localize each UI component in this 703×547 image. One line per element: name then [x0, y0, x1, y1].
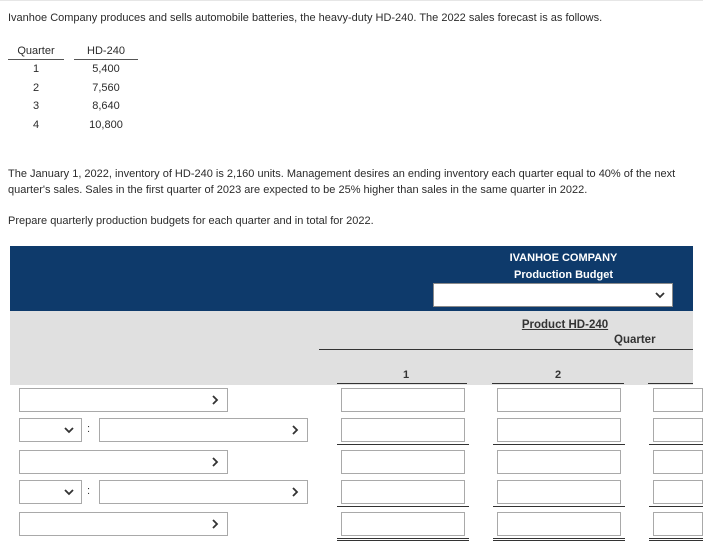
column-2-underline [492, 383, 624, 384]
row-2-operator-select[interactable] [19, 418, 82, 442]
row-5-q2-input[interactable] [497, 512, 621, 536]
column-header-band [10, 311, 693, 385]
subtotal-rule [493, 506, 625, 507]
chevron-down-icon [63, 424, 75, 436]
row-5-label-select[interactable] [19, 512, 228, 536]
subtotal-rule [649, 506, 703, 507]
budget-title: Production Budget [514, 269, 613, 281]
column-header-2: 2 [555, 369, 562, 381]
chevron-down-icon [654, 289, 666, 301]
colon-separator: : [87, 485, 91, 497]
company-name: IVANHOE COMPANY [509, 252, 618, 264]
row-4-q1-input[interactable] [341, 480, 465, 504]
row-3-q2-input[interactable] [497, 450, 621, 474]
table-row: 4 10,800 [32, 118, 123, 131]
subtotal-rule [649, 444, 703, 445]
table-row: 2 7,560 [32, 81, 120, 94]
total-double-rule [649, 538, 703, 541]
chevron-down-icon [209, 518, 221, 530]
subtotal-rule [337, 506, 469, 507]
row-3-q1-input[interactable] [341, 450, 465, 474]
row-4-label-select[interactable] [99, 480, 308, 504]
budget-header [10, 246, 693, 311]
period-select[interactable] [433, 283, 673, 307]
colon-separator: : [87, 423, 91, 435]
row-2-q3-input[interactable] [653, 418, 703, 442]
row-2-label-select[interactable] [99, 418, 308, 442]
header-hd240: HD-240 [74, 42, 138, 60]
row-4-operator-select[interactable] [19, 480, 82, 504]
row-2-q2-input[interactable] [497, 418, 621, 442]
top-divider [0, 0, 703, 1]
row-1-q2-input[interactable] [497, 388, 621, 412]
intro-text: Ivanhoe Company produces and sells automobile batteries, the heavy-duty HD-240. The 2022 sales forecast is as follows. [8, 12, 603, 24]
row-2-q1-input[interactable] [341, 418, 465, 442]
quarter-label: Quarter [614, 334, 656, 346]
column-3-underline [648, 383, 693, 384]
header-quarter: Quarter [8, 42, 64, 60]
total-double-rule [337, 538, 469, 541]
inventory-paragraph: The January 1, 2022, inventory of HD-240 is 2,160 units. Management desires an ending inventory each quarter equal to 40% of the next quarter's sales. Sales in the first quarter of 2023 are expected to be 25% higher than sales in the same quarter in 2022. [8, 168, 676, 196]
subtotal-rule [337, 444, 469, 445]
column-header-1: 1 [403, 369, 410, 381]
row-5-q1-input[interactable] [341, 512, 465, 536]
row-3-label-select[interactable] [19, 450, 228, 474]
row-3-q3-input[interactable] [653, 450, 703, 474]
row-5-q3-input[interactable] [653, 512, 703, 536]
row-1-q1-input[interactable] [341, 388, 465, 412]
chevron-down-icon [209, 394, 221, 406]
sales-forecast-table [8, 42, 138, 134]
total-double-rule [493, 538, 625, 541]
column-1-underline [337, 383, 467, 384]
quarter-divider [319, 349, 693, 350]
budget-title-block [443, 250, 684, 284]
instruction-paragraph: Prepare quarterly production budgets for each quarter and in total for 2022. [8, 215, 374, 227]
row-1-label-select[interactable] [19, 388, 228, 412]
table-row: 3 8,640 [32, 100, 120, 113]
chevron-down-icon [209, 456, 221, 468]
chevron-down-icon [63, 486, 75, 498]
row-4-q2-input[interactable] [497, 480, 621, 504]
chevron-down-icon [289, 424, 301, 436]
product-label: Product HD-240 [521, 319, 609, 331]
table-row: 1 5,400 [32, 63, 120, 76]
row-4-q3-input[interactable] [653, 480, 703, 504]
row-1-q3-input[interactable] [653, 388, 703, 412]
table-header-row [8, 42, 138, 60]
subtotal-rule [493, 444, 625, 445]
chevron-down-icon [289, 486, 301, 498]
